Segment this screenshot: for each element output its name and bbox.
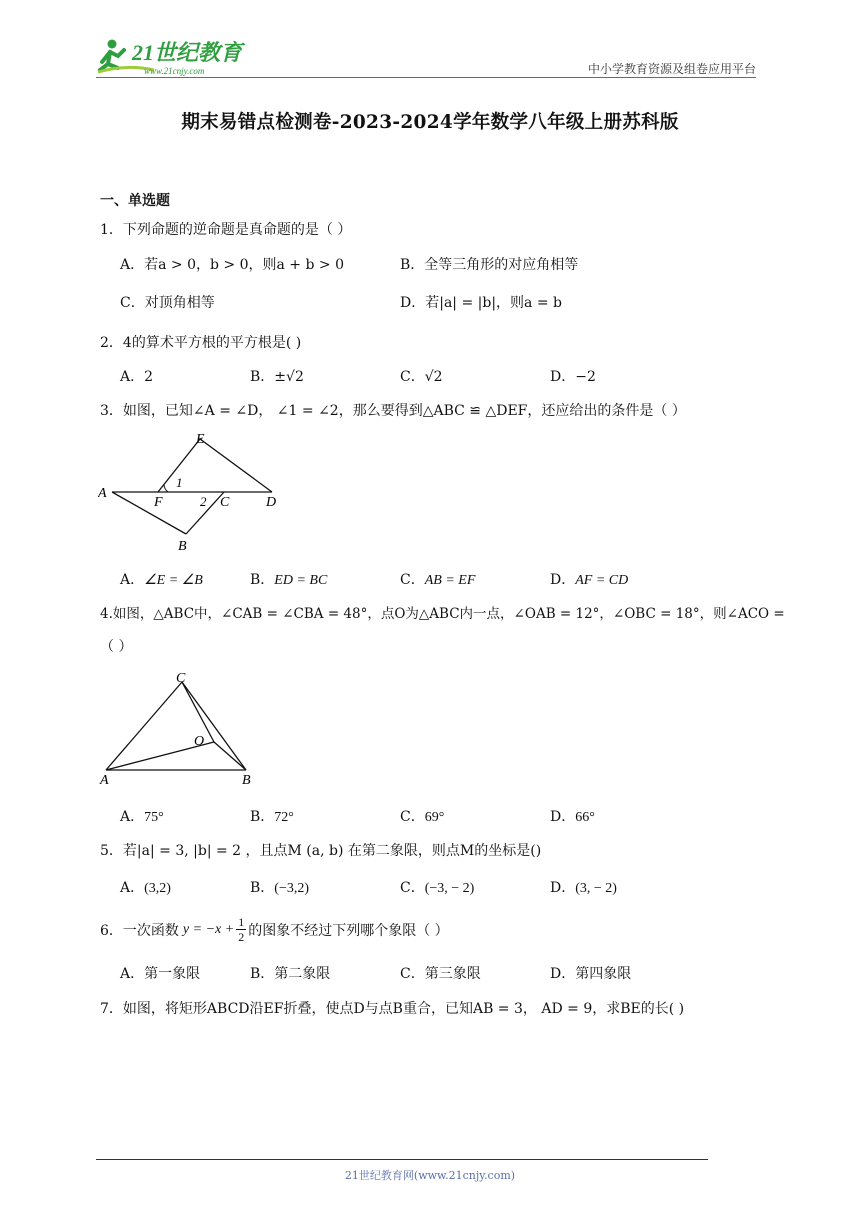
option-label: D．	[550, 880, 576, 896]
option-label: D．	[550, 369, 576, 385]
option-label: C．	[120, 295, 145, 311]
site-logo	[96, 36, 256, 78]
question-4-cont: （ ）	[100, 639, 133, 655]
option-4c[interactable]	[400, 806, 444, 826]
option-label: B．	[250, 966, 275, 982]
label-c: C	[220, 495, 230, 510]
option-label: A．	[120, 809, 145, 825]
question-stem-post: 的图象不经过下列哪个象限（ ）	[248, 922, 449, 939]
page-title: 期末易错点检测卷-2023-2024学年数学八年级上册苏科版	[181, 112, 679, 133]
option-1a[interactable]	[120, 254, 344, 274]
option-label: B．	[250, 809, 275, 825]
option-2a[interactable]	[120, 366, 153, 386]
option-label: C．	[400, 880, 425, 896]
option-text: 2	[144, 369, 154, 385]
question-stem-pre: 一次函数	[122, 922, 179, 939]
option-label: B．	[400, 257, 425, 273]
option-text: (−3,2)	[274, 881, 310, 896]
option-4b[interactable]	[250, 806, 294, 826]
option-text: −2	[575, 369, 596, 385]
question-stem: 若|a| = 3, |b| = 2 ，且点M (a, b) 在第二象限，则点M的坐标是()	[122, 843, 542, 859]
label-c: C	[176, 671, 186, 686]
question-stem: 如图，△ABC中，∠CAB = ∠CBA = 48°，点O为△ABC内一点，∠OAB = 12°，∠OBC = 18°，则∠ACO =	[112, 606, 785, 622]
label-f: F	[154, 495, 163, 510]
question-number: 1．	[100, 222, 123, 238]
option-label: A．	[120, 880, 145, 896]
logo-url: www.21cnjy.com	[144, 66, 205, 76]
question-4	[100, 602, 785, 622]
option-6c[interactable]	[400, 963, 481, 983]
option-label: C．	[400, 809, 425, 825]
label-b: B	[178, 539, 187, 554]
option-text: ∠E = ∠B	[144, 573, 203, 588]
runner-logo-icon	[96, 36, 256, 78]
question-number: 6．	[100, 922, 123, 939]
option-text: 69°	[424, 810, 445, 825]
question-stem: 下列命题的逆命题是真命题的是（ ）	[122, 222, 352, 238]
label-d: D	[266, 495, 277, 510]
option-3d[interactable]	[550, 569, 628, 589]
fraction	[236, 915, 246, 944]
option-text: 若a > 0，b > 0，则a + b > 0	[144, 257, 344, 273]
label-o: O	[194, 734, 205, 749]
option-text: 全等三角形的对应角相等	[424, 257, 579, 273]
question-number: 4.	[100, 606, 113, 622]
option-label: D．	[550, 572, 576, 588]
option-2d[interactable]	[550, 366, 596, 386]
figure-q3	[98, 428, 288, 556]
option-text: 第三象限	[424, 966, 481, 982]
option-text: 75°	[144, 810, 164, 825]
header-divider	[96, 77, 756, 78]
fraction-numerator: 1	[238, 915, 245, 929]
figure-q4	[96, 666, 266, 788]
option-label: A．	[120, 369, 145, 385]
option-5d[interactable]	[550, 877, 617, 897]
option-6a[interactable]	[120, 963, 200, 983]
option-5c[interactable]	[400, 877, 474, 897]
option-1d[interactable]	[400, 292, 562, 312]
option-label: A．	[120, 257, 145, 273]
option-text: 72°	[274, 810, 294, 825]
question-3	[100, 400, 686, 420]
question-number: 3．	[100, 403, 123, 419]
option-2b[interactable]	[250, 366, 304, 386]
question-number: 2．	[100, 335, 123, 351]
section-heading: 一、单选题	[100, 193, 170, 209]
question-number: 7．	[100, 1001, 123, 1017]
fraction-denominator: 2	[238, 930, 245, 944]
logo-text: 21世纪教育	[132, 40, 243, 65]
option-label: D．	[550, 966, 576, 982]
option-2c[interactable]	[400, 366, 443, 386]
question-stem: 如图，已知∠A = ∠D， ∠1 = ∠2，那么要得到△ABC ≌ △DEF，还应给出的条件是（ ）	[122, 403, 686, 419]
question-6	[100, 915, 449, 944]
option-3c[interactable]	[400, 569, 475, 589]
option-text: 对顶角相等	[144, 295, 215, 311]
option-label: B．	[250, 369, 275, 385]
option-label: D．	[400, 295, 426, 311]
option-text: (3,2)	[144, 881, 171, 896]
question-number: 5．	[100, 843, 123, 859]
label-angle-1: 1	[176, 475, 183, 490]
question-2	[100, 332, 301, 352]
footer-text[interactable]: 21世纪教育网(www.21cnjy.com)	[344, 1169, 516, 1182]
option-4a[interactable]	[120, 806, 164, 826]
option-3b[interactable]	[250, 569, 327, 589]
option-text: AF = CD	[575, 573, 629, 588]
question-1	[100, 219, 351, 239]
option-3a[interactable]	[120, 569, 203, 589]
option-text: 第四象限	[575, 966, 632, 982]
option-label: B．	[250, 880, 275, 896]
option-text: 66°	[575, 810, 595, 825]
option-text: ±√2	[274, 369, 304, 385]
question-5	[100, 840, 541, 860]
option-6d[interactable]	[550, 963, 631, 983]
option-label: C．	[400, 572, 425, 588]
option-text: ED = BC	[274, 573, 328, 588]
option-text: 第二象限	[274, 966, 331, 982]
label-a: A	[100, 773, 109, 788]
label-b: B	[242, 773, 251, 788]
option-5a[interactable]	[120, 877, 171, 897]
option-label: B．	[250, 572, 275, 588]
label-a: A	[98, 486, 107, 501]
option-text: (−3, − 2)	[424, 881, 475, 896]
question-stem: 4的算术平方根的平方根是( )	[122, 335, 302, 351]
question-stem: 如图，将矩形ABCD沿EF折叠，使点D与点B重合，已知AB = 3， AD = 9，求BE的长( )	[122, 1001, 685, 1017]
option-6b[interactable]	[250, 963, 330, 983]
option-text: 若|a| = |b|，则a = b	[425, 295, 562, 311]
label-e: E	[196, 432, 205, 447]
question-7	[100, 998, 684, 1018]
option-label: D．	[550, 809, 576, 825]
option-4d[interactable]	[550, 806, 595, 826]
option-label: A．	[120, 966, 145, 982]
option-1c[interactable]	[120, 292, 215, 312]
option-5b[interactable]	[250, 877, 309, 897]
platform-text: 中小学教育资源及组卷应用平台	[587, 62, 756, 76]
option-text: AB = EF	[424, 573, 476, 588]
function-expression: y = −x +	[182, 921, 235, 937]
option-text: (3, − 2)	[575, 881, 617, 896]
option-label: A．	[120, 572, 145, 588]
option-text: 第一象限	[144, 966, 201, 982]
footer-divider	[96, 1159, 708, 1160]
option-label: C．	[400, 369, 425, 385]
option-1b[interactable]	[400, 254, 578, 274]
option-label: C．	[400, 966, 425, 982]
label-angle-2: 2	[200, 494, 207, 509]
option-text: √2	[424, 369, 443, 385]
